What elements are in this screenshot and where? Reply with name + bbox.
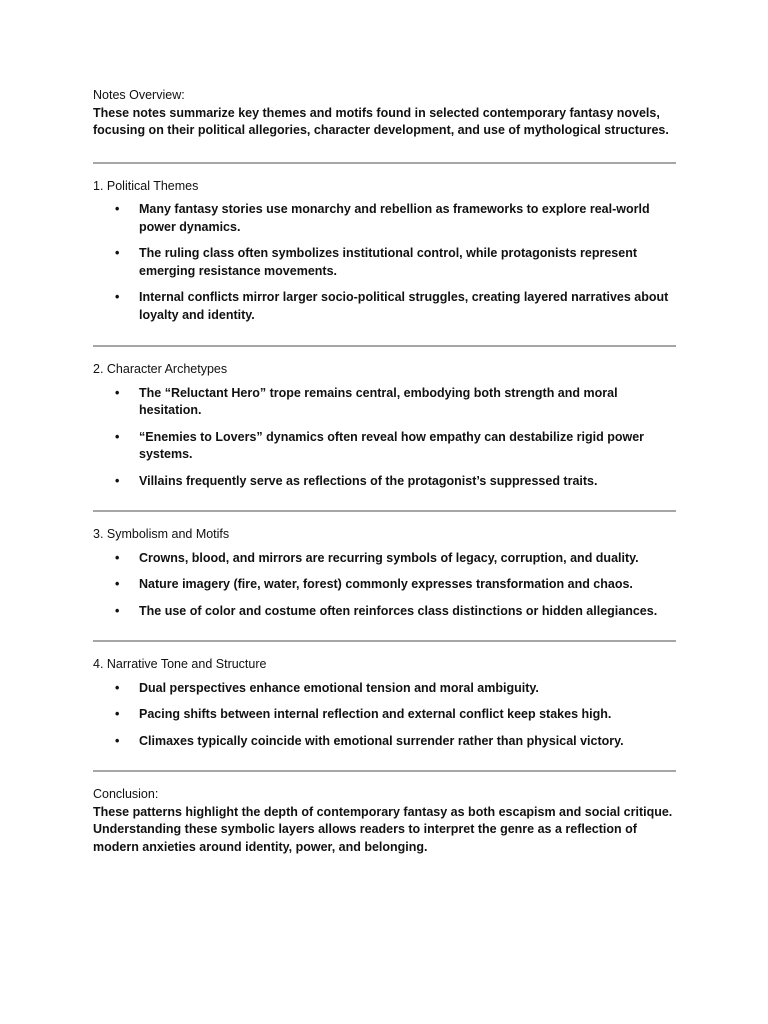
section-heading: 4. Narrative Tone and Structure [93,657,267,671]
bullet-list [93,550,676,621]
list-item-text: Internal conflicts mirror larger socio-political struggles, creating layered narratives about loyalty and identity. [139,290,669,322]
conclusion-text: These patterns highlight the depth of contemporary fantasy as both escapism and social critique. Understanding these symbolic layers allows readers to interpret the genre as a reflection of modern anxieties around identity, power, and belonging. [93,804,673,854]
list-item-text: The ruling class often symbolizes institutional control, while protagonists represent emerging resistance movements. [139,246,637,278]
list-item [93,289,676,324]
section-symbolism-motifs [93,512,676,640]
list-item [93,733,676,751]
list-item-text: Pacing shifts between internal reflection and external conflict keep stakes high. [139,707,612,721]
bullet-icon: • [115,577,120,591]
bullet-list [93,201,676,324]
section-political-themes [93,164,676,346]
list-item-text: Climaxes typically coincide with emotional surrender rather than physical victory. [139,733,624,748]
bullet-icon: • [115,202,120,216]
document-page [93,87,676,856]
list-item [93,473,676,491]
bullet-list [93,385,676,491]
list-item [93,706,676,724]
section-heading: 2. Character Archetypes [93,362,228,376]
conclusion-block [93,772,676,856]
bullet-icon: • [115,429,120,444]
list-item [93,576,676,594]
list-item [93,245,676,280]
list-item [93,550,676,568]
bullet-icon: • [115,246,120,260]
list-item-text: The use of color and costume often reinforces class distinctions or hidden allegiances. [139,603,658,618]
list-item-text: The “Reluctant Hero” trope remains central, embodying both strength and moral hesitation. [139,385,618,417]
section-character-archetypes [93,347,676,510]
list-item [93,680,676,698]
list-item-text: Villains frequently serve as reflections of the protagonist’s suppressed traits. [139,473,598,488]
list-item-text: “Enemies to Lovers” dynamics often reveal how empathy can destabilize rigid power systems. [139,429,645,461]
bullet-icon: • [115,733,120,748]
bullet-icon: • [115,680,120,695]
list-item-text: Many fantasy stories use monarchy and rebellion as frameworks to explore real-world power dynamics. [139,202,650,234]
bullet-list [93,680,676,751]
list-item-text: Nature imagery (fire, water, forest) commonly expresses transformation and chaos. [139,577,633,591]
list-item-text: Crowns, blood, and mirrors are recurring symbols of legacy, corruption, and duality. [139,550,639,565]
list-item [93,201,676,236]
section-heading: 3. Symbolism and Motifs [93,527,230,541]
section-narrative-tone [93,642,676,770]
list-item-text: Dual perspectives enhance emotional tension and moral ambiguity. [139,680,539,695]
bullet-icon: • [115,385,120,400]
intro-block [93,87,676,140]
bullet-icon: • [115,707,120,721]
section-heading: 1. Political Themes [93,178,199,193]
bullet-icon: • [115,603,120,618]
list-item [93,603,676,621]
list-item [93,385,676,420]
intro-heading: Notes Overview: [93,88,185,102]
list-item [93,429,676,464]
bullet-icon: • [115,290,120,304]
bullet-icon: • [115,473,120,488]
bullet-icon: • [115,550,120,565]
conclusion-heading: Conclusion: [93,787,159,801]
intro-text: These notes summarize key themes and motifs found in selected contemporary fantasy novels, focusing on their political allegories, character development, and use of mythological structures. [93,105,669,137]
